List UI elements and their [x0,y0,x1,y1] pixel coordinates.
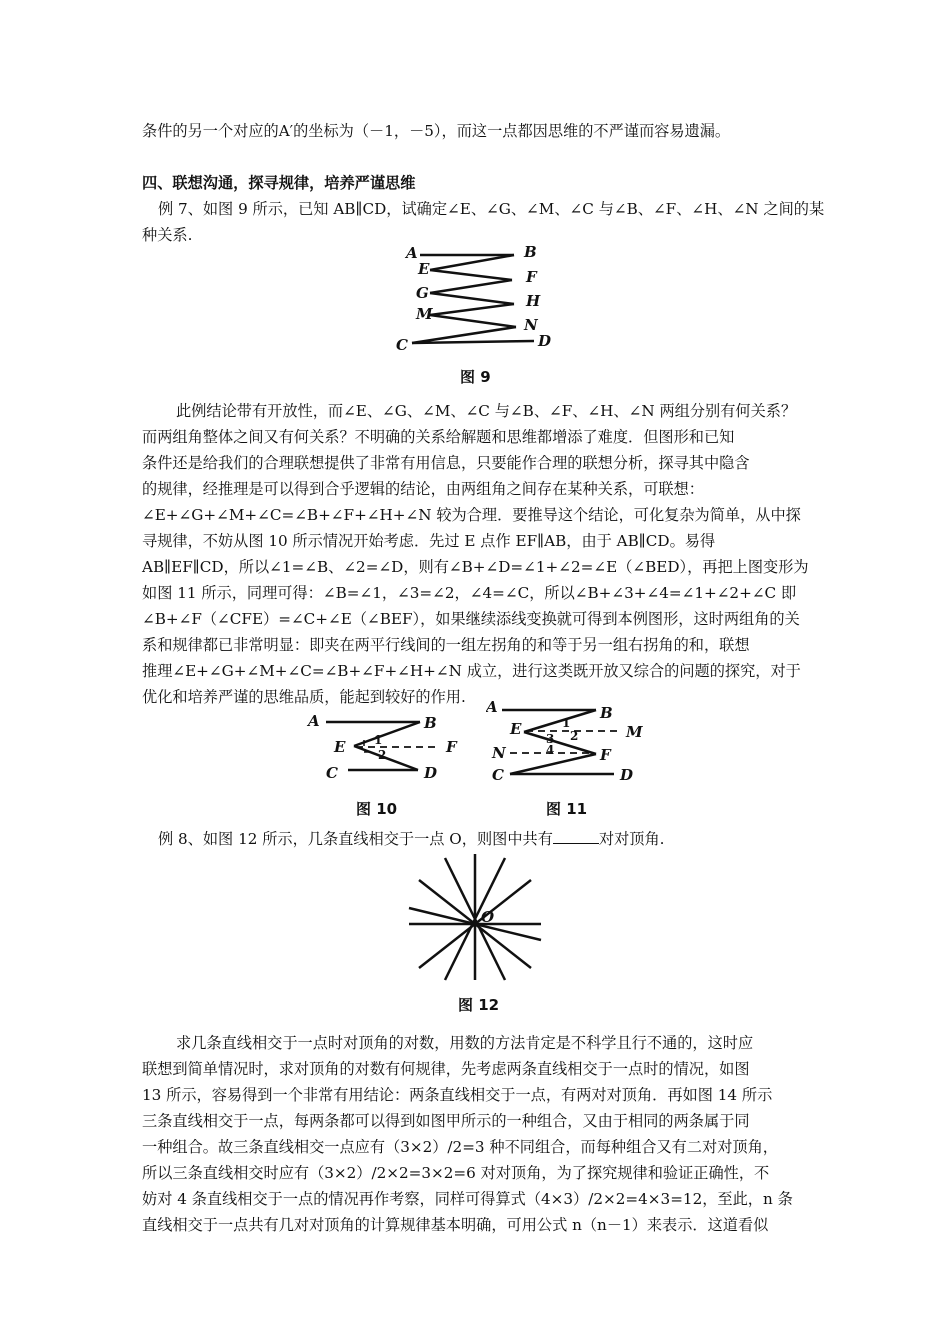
label-e: E [418,260,430,278]
analysis-line-12: 优化和培养严谨的思维品质，能起到较好的作用. [142,688,466,706]
label-b: B [600,704,613,722]
line-gh [430,293,514,304]
label-a: A [308,712,320,730]
example8-text-before: 例 8、如图 12 所示，几条直线相交于一点 O，则图中共有 [158,830,553,848]
analysis-line-9: ∠B+∠F（∠CFE）=∠C+∠E（∠BEF），如果继续添线变换就可得到本例图形，这时两组角的关 [142,610,800,628]
label-c: C [396,336,408,354]
example7-line1: 例 7、如图 9 所示，已知 AB∥CD，试确定∠E、∠G、∠M、∠C 与∠B、∠F、∠H、∠N 之间的某 [158,200,825,218]
label-m: M [626,723,643,741]
label-n: N [524,316,538,334]
intro-line: 条件的另一个对应的A′的坐标为（－1，－5），而这一点都因思维的不严谨而容易遗漏。 [142,122,731,140]
analysis-line-11: 推理∠E+∠G+∠M+∠C=∠B+∠F+∠H+∠N 成立，进行这类既开放又综合的问题的探究，对于 [142,662,801,680]
label-h: H [526,292,541,310]
final-line-5: 一种组合。故三条直线相交一点应有（3×2）/2=3 种不同组合，而每种组合又有二对对顶角， [142,1138,778,1156]
angle-label-2: 2 [570,729,579,743]
label-b: B [424,714,437,732]
figure-11-caption: 图 11 [546,800,588,818]
section-heading: 四、联想沟通，探寻规律，培养严谨思维 [142,174,416,192]
final-line-1: 求几条直线相交于一点时对顶角的对数，用数的方法肯定是不科学且行不通的，这时应 [176,1034,754,1052]
figure-12-caption: 图 12 [458,996,500,1014]
analysis-line-1: 此例结论带有开放性，而∠E、∠G、∠M、∠C 与∠B、∠F、∠H、∠N 两组分别有何关系？ [176,402,797,420]
figure-11-diagram [486,696,656,788]
figure-12-diagram [405,852,545,982]
final-line-7: 妨对 4 条直线相交于一点的情况再作考察，同样可得算式（4×3）/2×2=4×3=12，至此，n 条 [142,1190,793,1208]
analysis-line-10: 系和规律都已非常明显：即夹在两平行线间的一组左拐角的和等于另一组右拐角的和，联想 [142,636,750,654]
figure-10-diagram [300,708,470,788]
label-a: A [406,244,418,262]
line-be [430,255,514,270]
line-be [524,710,596,732]
analysis-line-5: ∠E+∠G+∠M+∠C=∠B+∠F+∠H+∠N 较为合理．要推导这个结论，可化复杂为简单，从中探 [142,506,801,524]
figure-9-caption: 图 9 [460,368,491,386]
label-f: F [600,746,611,764]
example8-text-after: 对对顶角. [598,830,665,848]
line-mn [430,315,516,327]
final-line-8: 直线相交于一点共有几对对顶角的计算规律基本明确，可用公式 n（n－1）来表示．这道看似 [142,1216,769,1234]
angle-label-1: 1 [374,733,383,747]
analysis-line-6: 寻规律，不妨从图 10 所示情况开始考虑．先过 E 点作 EF∥AB，由于 AB∥CD。易得 [142,532,716,550]
analysis-line-7: AB∥EF∥CD，所以∠1=∠B、∠2=∠D，则有∠B+∠D=∠1+∠2=∠E（∠BED），再把上图变形为 [142,558,809,576]
answer-blank[interactable] [553,829,599,844]
line-fc [510,754,596,774]
line-fg [430,280,512,293]
label-n: N [492,744,506,762]
label-c: C [492,766,504,784]
label-b: B [524,243,537,261]
example7-line2: 种关系. [142,226,193,244]
label-d: D [424,764,438,782]
label-c: C [326,764,338,782]
label-e: E [510,720,522,738]
angle-label-2: 2 [378,748,387,762]
label-a: A [486,698,498,716]
label-d: D [620,766,634,784]
angle-label-4: 4 [546,743,555,757]
line-ef [430,270,512,280]
label-m: M [416,305,433,323]
label-f: F [526,268,537,286]
final-line-6: 所以三条直线相交时应有（3×2）/2×2=3×2=6 对对顶角，为了探究规律和验证正确性，不 [142,1164,770,1182]
line-hm [430,304,514,315]
label-o: O [481,908,495,926]
example8-line [158,826,664,852]
analysis-line-3: 条件还是给我们的合理联想提供了非常有用信息，只要能作合理的联想分析，探寻其中隐含 [142,454,750,472]
figure-9-diagram [390,240,560,358]
label-e: E [334,738,346,756]
analysis-line-4: 的规律，经推理是可以得到合乎逻辑的结论，由两组角之间存在某种关系，可联想： [142,480,704,498]
final-line-2: 联想到简单情况时，求对顶角的对数有何规律，先考虑两条直线相交于一点时的情况，如图 [142,1060,750,1078]
final-line-3: 13 所示，容易得到一个非常有用结论：两条直线相交于一点，有两对对顶角．再如图 14 所示 [142,1086,773,1104]
line-ef [524,732,596,754]
analysis-line-8: 如图 11 所示，同理可得：∠B=∠1，∠3=∠2，∠4=∠C，所以∠B+∠3+∠4=∠1+∠2+∠C 即 [142,584,797,602]
figure-10-caption: 图 10 [356,800,398,818]
label-g: G [416,284,429,302]
label-f: F [446,738,457,756]
angle-label-3: 3 [546,732,555,746]
analysis-line-2: 而两组角整体之间又有何关系？不明确的关系给解题和思维都增添了难度．但图形和已知 [142,428,735,446]
angle-label-1: 1 [562,716,571,730]
label-d: D [538,332,552,350]
final-line-4: 三条直线相交于一点，每两条都可以得到如图甲所示的一种组合，又由于相同的两条属于同 [142,1112,750,1130]
